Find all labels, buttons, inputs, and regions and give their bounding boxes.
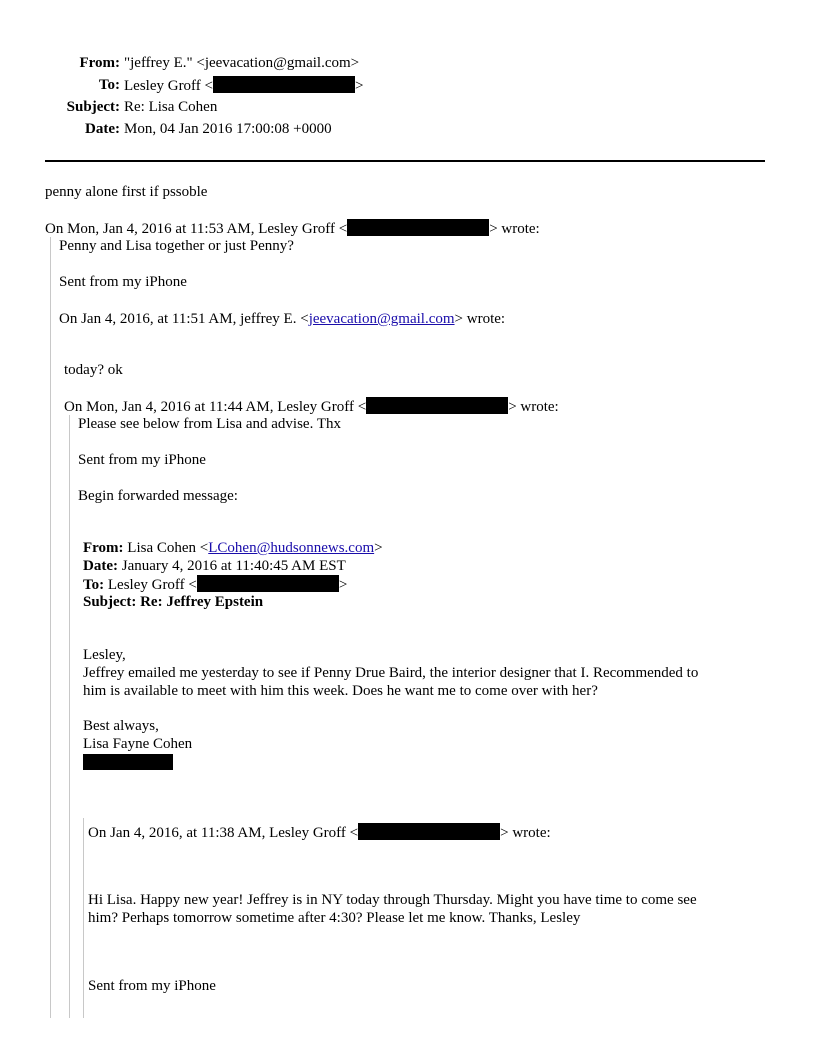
quote4-bar: [83, 818, 84, 1018]
fwd-from-label: From:: [83, 540, 124, 556]
fwd-from-name: Lisa Cohen <: [127, 540, 209, 556]
redaction-box: [213, 76, 355, 93]
quote2-line1: today? ok: [64, 362, 123, 378]
quote1-bar: [50, 237, 51, 1018]
quote3-forwarded: Begin forwarded message:: [78, 488, 238, 504]
subject-label: Subject:: [66, 99, 120, 115]
quote1-attribution: [45, 219, 540, 238]
to-label: To:: [98, 77, 120, 93]
date-label: Date:: [85, 121, 120, 137]
quote2-attribution: [59, 310, 505, 328]
quote3-attrib-text: On Mon, Jan 4, 2016 at 11:44 AM, Lesley Groff <: [64, 399, 367, 415]
quote3-attribution: [64, 397, 559, 416]
quote2-attrib-text: On Jan 4, 2016, at 11:51 AM, jeffrey E. <: [59, 311, 309, 327]
redaction-box: [197, 575, 339, 592]
quote4-attribution: [88, 823, 551, 842]
to-value: [124, 76, 363, 95]
header-divider: [45, 160, 765, 162]
quote1-attrib-text: On Mon, Jan 4, 2016 at 11:53 AM, Lesley Groff <: [45, 221, 348, 237]
to-name: Lesley Groff <: [124, 78, 213, 94]
lisa-line1: Jeffrey emailed me yesterday to see if Penny Drue Baird, the interior designer that I. Recommended to: [83, 665, 699, 681]
fwd-from-close: >: [374, 540, 383, 556]
quote1-line1: Penny and Lisa together or just Penny?: [59, 238, 294, 254]
subject-value: Re: Lisa Cohen: [124, 99, 218, 115]
quote1-attrib-wrote: > wrote:: [489, 221, 540, 237]
quote3-bar: [69, 415, 70, 1018]
lisa-greeting: Lesley,: [83, 647, 126, 663]
quote3-sent: Sent from my iPhone: [78, 452, 206, 468]
redaction-box: [347, 219, 489, 236]
fwd-from: [83, 539, 383, 557]
fwd-date: [83, 557, 346, 575]
quote4-attrib-text: On Jan 4, 2016, at 11:38 AM, Lesley Groff <: [88, 825, 359, 841]
jeevacation-email-link[interactable]: jeevacation@gmail.com: [308, 311, 455, 327]
redaction-box: [83, 754, 173, 770]
fwd-date-value: January 4, 2016 at 11:40:45 AM EST: [121, 558, 346, 574]
from-value: "jeffrey E." <jeevacation@gmail.com>: [124, 55, 360, 71]
quote2-attrib-wrote: > wrote:: [454, 311, 506, 327]
quote4-line2: him? Perhaps tomorrow sometime after 4:30? Please let me know. Thanks, Lesley: [88, 910, 581, 926]
quote1-sent: Sent from my iPhone: [59, 274, 187, 290]
fwd-to-close: >: [338, 577, 348, 593]
fwd-date-label: Date:: [83, 558, 118, 574]
quote4-attrib-wrote: > wrote:: [500, 825, 551, 841]
fwd-to-label: To:: [83, 577, 105, 593]
quote3-attrib-wrote: > wrote:: [508, 399, 559, 415]
from-label: From:: [79, 55, 120, 71]
lisa-line2: him is available to meet with him this week. Does he want me to come over with her?: [83, 683, 598, 699]
fwd-subject: Subject: Re: Jeffrey Epstein: [83, 594, 264, 610]
redaction-box: [366, 397, 508, 414]
reply-text: penny alone first if pssoble: [45, 184, 208, 200]
fwd-to: [83, 575, 347, 594]
lisa-closing: Best always,: [83, 718, 159, 734]
quote4-line1: Hi Lisa. Happy new year! Jeffrey is in NY today through Thursday. Might you have time to come see: [88, 892, 697, 908]
lisa-name: Lisa Fayne Cohen: [83, 736, 193, 752]
quote4-sent: Sent from my iPhone: [88, 978, 216, 994]
redaction-box: [358, 823, 500, 840]
date-value: Mon, 04 Jan 2016 17:00:08 +0000: [124, 121, 332, 137]
fwd-to-name: Lesley Groff <: [107, 577, 197, 593]
lcohen-email-link[interactable]: LCohen@hudsonnews.com: [208, 540, 375, 556]
to-close: >: [355, 78, 364, 94]
quote3-line1: Please see below from Lisa and advise. Thx: [78, 416, 341, 432]
